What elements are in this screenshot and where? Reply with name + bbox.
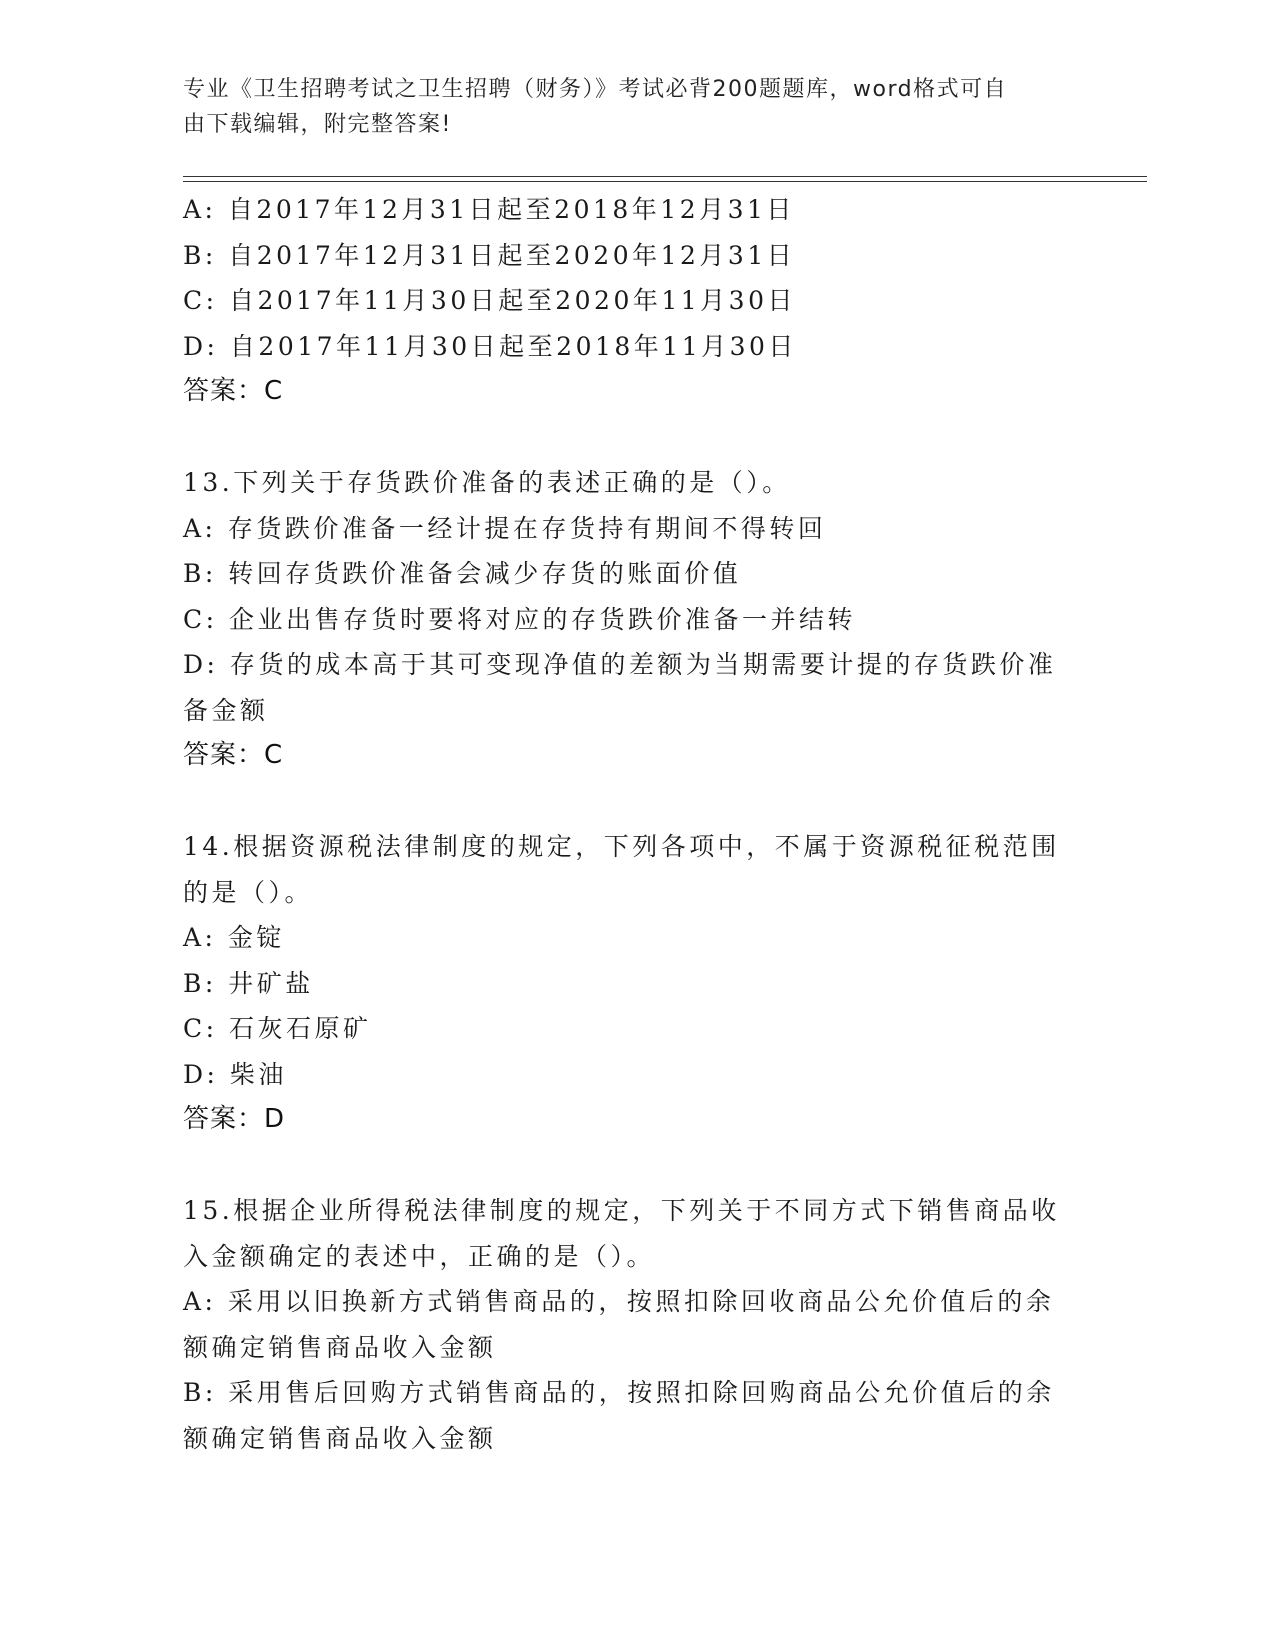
option-c: C: 石灰石原矿: [183, 1014, 372, 1043]
question-stem: 15.根据企业所得税法律制度的规定，下列关于不同方式下销售商品收: [183, 1196, 1060, 1225]
answer-label: 答案：D: [183, 1104, 286, 1134]
option-b-continued: 额确定销售商品收入金额: [183, 1423, 497, 1453]
question-stem: 14.根据资源税法律制度的规定，下列各项中，不属于资源税征税范围: [183, 832, 1060, 861]
option-c: C: 企业出售存货时要将对应的存货跌价准备一并结转: [183, 604, 857, 634]
header-title-line-2: 由下载编辑，附完整答案!: [183, 112, 452, 137]
question-13: [183, 460, 1063, 779]
option-a: A: 采用以旧换新方式销售商品的，按照扣除回收商品公允价值后的余: [183, 1287, 1055, 1316]
header-divider-top: [183, 176, 1147, 177]
option-d: D: 自2017年11月30日起至2018年11月30日: [183, 331, 797, 361]
spacer: [183, 1143, 1063, 1189]
header-title-line-1: 专业《卫生招聘考试之卫生招聘（财务）》考试必背200题题库，word格式可自: [183, 77, 1008, 102]
spacer: [183, 415, 1063, 461]
question-14: [183, 824, 1063, 1143]
option-a: A: 自2017年12月31日起至2018年12月31日: [183, 195, 795, 224]
spacer: [183, 779, 1063, 825]
option-b: B: 井矿盐: [183, 968, 314, 998]
option-a: A: 存货跌价准备一经计提在存货持有期间不得转回: [183, 513, 827, 543]
option-a-continued: 额确定销售商品收入金额: [183, 1332, 497, 1362]
option-c: C: 自2017年11月30日起至2020年11月30日: [183, 286, 796, 315]
answer-label: 答案：C: [183, 376, 284, 406]
option-d-continued: 备金额: [183, 695, 269, 725]
option-b: B: 采用售后回购方式销售商品的，按照扣除回购商品公允价值后的余: [183, 1378, 1055, 1407]
option-d: D: 存货的成本高于其可变现净值的差额为当期需要计提的存货跌价准: [183, 650, 1057, 679]
option-b: B: 转回存货跌价准备会减少存货的账面价值: [183, 559, 742, 588]
option-a: A: 金锭: [183, 923, 285, 952]
option-d: D: 柴油: [183, 1059, 287, 1089]
question-12-continued: [183, 187, 1063, 415]
question-15: [183, 1188, 1063, 1461]
question-content: [183, 187, 1063, 1461]
document-header: [183, 72, 1063, 142]
question-stem-continued: 的是（）。: [183, 877, 314, 907]
option-b: B: 自2017年12月31日起至2020年12月31日: [183, 240, 796, 270]
header-divider-bottom: [183, 181, 1147, 182]
answer-label: 答案：C: [183, 740, 284, 770]
question-stem-continued: 入金额确定的表述中，正确的是（）。: [183, 1241, 656, 1271]
question-stem: 13.下列关于存货跌价准备的表述正确的是（）。: [183, 468, 791, 497]
